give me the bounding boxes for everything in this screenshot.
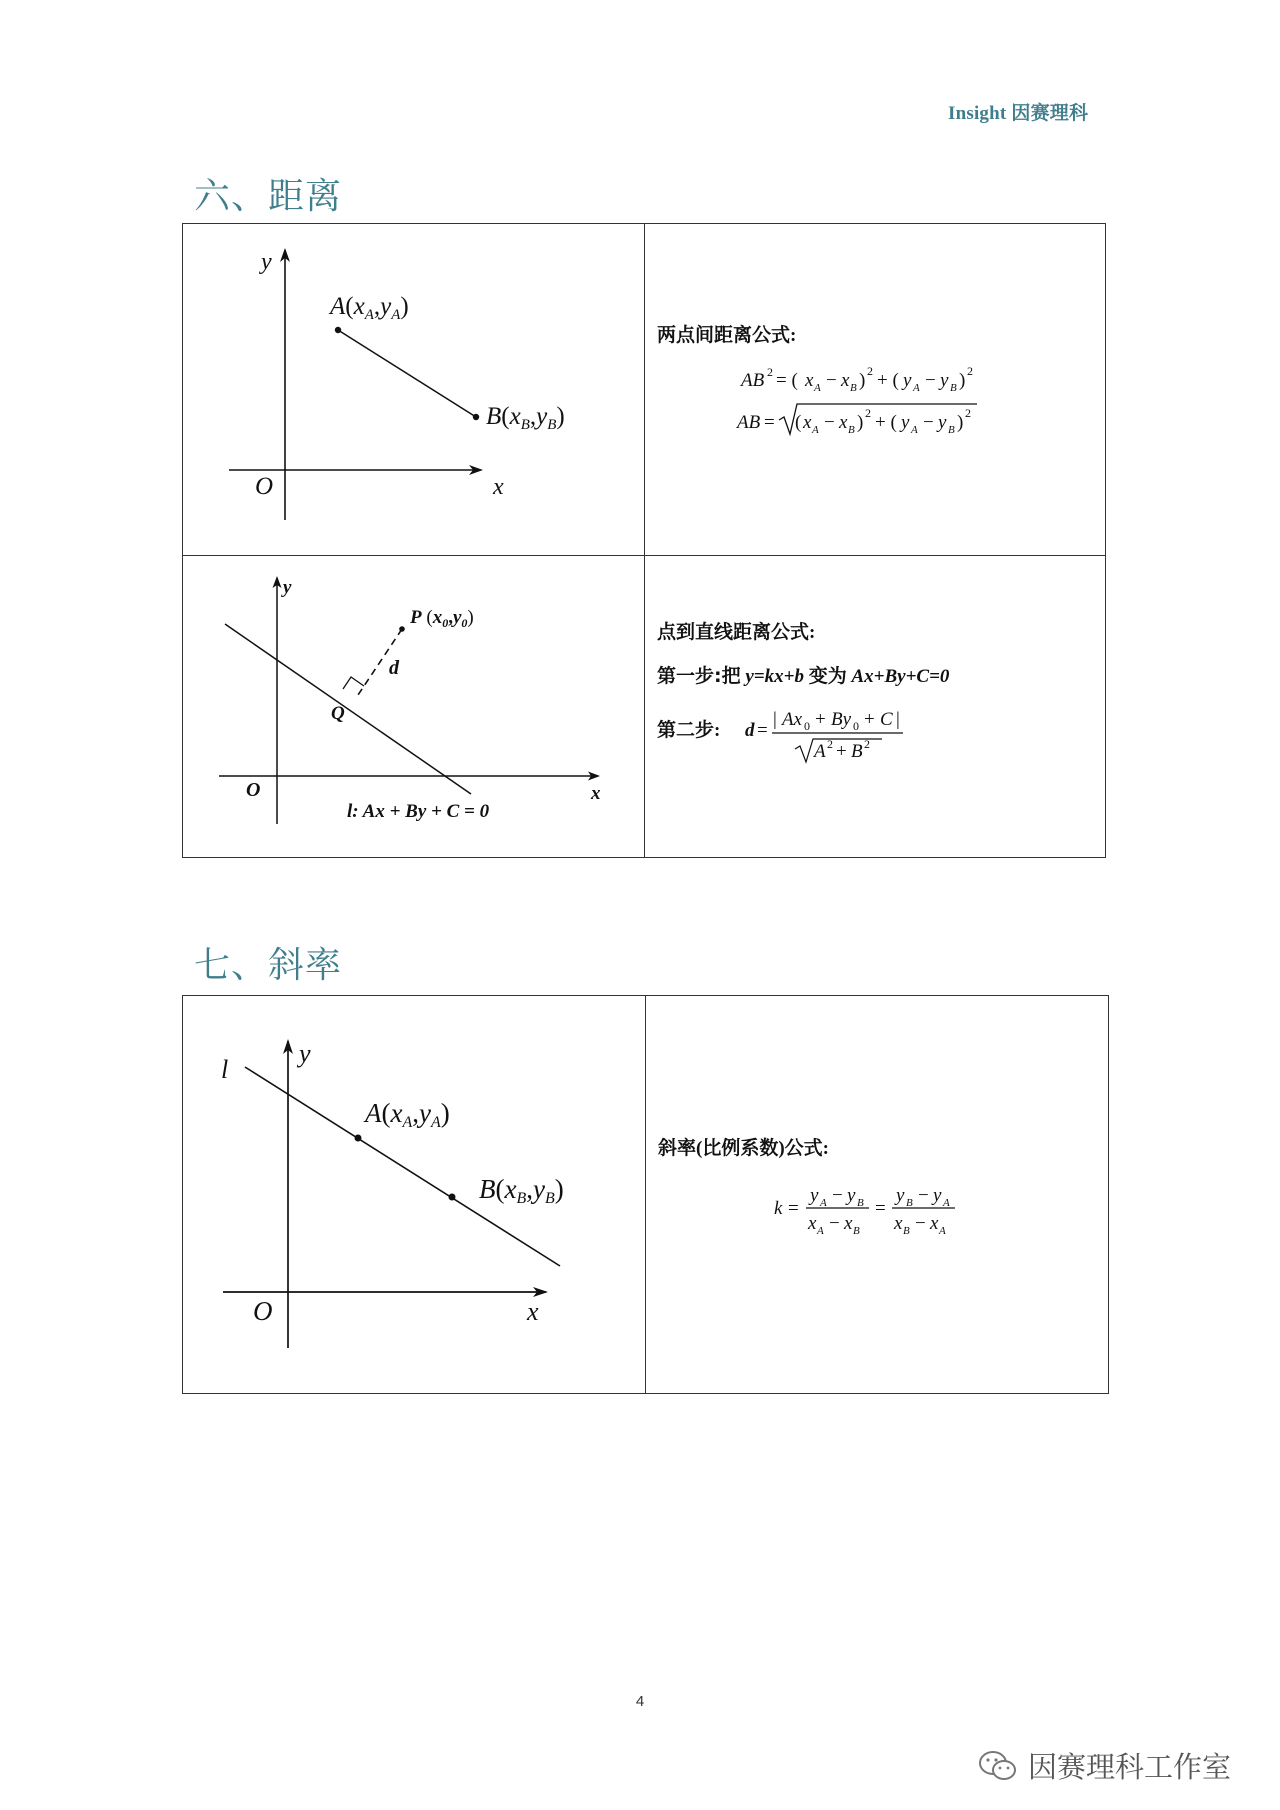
svg-text:B: B: [857, 1197, 864, 1209]
svg-text:2: 2: [865, 406, 871, 420]
svg-text:−: −: [826, 370, 837, 391]
svg-text:y: y: [901, 412, 910, 433]
svg-text:−: −: [829, 1213, 840, 1234]
svg-text:x: x: [841, 370, 850, 391]
svg-text:B: B: [848, 424, 855, 436]
svg-text:2: 2: [767, 365, 773, 379]
svg-text:d: d: [745, 720, 755, 741]
two-point-heading: 两点间距离公式:: [657, 325, 797, 346]
svg-text:=: =: [757, 720, 768, 741]
line-l: [245, 1067, 560, 1266]
svg-text:): ): [957, 412, 964, 433]
svg-text:): ): [859, 370, 866, 391]
svg-text:y: y: [938, 412, 947, 433]
svg-text:−: −: [923, 412, 934, 433]
svg-text:A: A: [814, 741, 826, 762]
svg-text:A: A: [820, 1197, 827, 1209]
origin-label: O: [253, 1296, 273, 1326]
line-equation-label: l: Ax + By + C = 0: [347, 801, 490, 822]
svg-text:A: A: [911, 424, 918, 436]
svg-text:0: 0: [853, 719, 859, 733]
svg-text:0: 0: [804, 719, 810, 733]
svg-text:x: x: [839, 412, 848, 433]
distance-squared-formula: [739, 364, 973, 394]
svg-text:A: A: [817, 1225, 824, 1237]
section-title-slope: 七、斜率: [194, 945, 343, 986]
brand-header: Insight 因赛理科: [948, 103, 1089, 124]
svg-text:2: 2: [965, 406, 971, 420]
point-p-label: P $(x_0,y_0)$: [410, 607, 474, 630]
watermark-text: 因赛理科工作室: [1028, 1750, 1232, 1784]
svg-text:=: =: [788, 1198, 799, 1219]
svg-text:A: A: [913, 382, 920, 394]
svg-text:A: A: [812, 424, 819, 436]
foot-label: Q: [331, 703, 345, 724]
svg-text:B: B: [906, 1197, 913, 1209]
svg-text:2: 2: [867, 364, 873, 378]
svg-text:x: x: [894, 1213, 903, 1234]
slope-heading: 斜率(比例系数)公式:: [658, 1138, 829, 1159]
slope-table: [182, 995, 1109, 1394]
line-l-label: l: [221, 1055, 229, 1084]
svg-text:= (: = (: [776, 370, 798, 391]
page-number: 4: [635, 1693, 645, 1710]
svg-text:B: B: [850, 382, 857, 394]
point-line-figure-cell: [183, 556, 645, 858]
svg-text:=: =: [875, 1198, 886, 1219]
svg-text:Ax: Ax: [782, 709, 803, 730]
svg-text:B: B: [903, 1225, 910, 1237]
point-a-label: A(xA,yA): [365, 1098, 450, 1131]
right-angle-mark: [343, 677, 364, 689]
svg-text:B: B: [948, 424, 955, 436]
point-line-formula: [645, 556, 1104, 856]
y-axis-label: y: [299, 1039, 311, 1068]
svg-text:By: By: [831, 709, 852, 730]
point-p-dot: [399, 626, 405, 632]
x-axis-label: x: [527, 1297, 539, 1326]
point-line-distance-formula: [745, 709, 903, 762]
svg-text:+: +: [836, 741, 847, 762]
point-b-label: B(xB,yB): [479, 1174, 564, 1207]
svg-text:x: x: [803, 412, 812, 433]
two-point-formula-cell: [645, 224, 1106, 556]
svg-text:2: 2: [864, 737, 870, 751]
svg-text:y: y: [933, 1185, 942, 1206]
slope-formula: [646, 996, 1107, 1392]
point-line-figure: [183, 556, 643, 856]
point-b-label: $B(x_B,y_B)$: [486, 403, 565, 433]
svg-text:+ (: + (: [875, 412, 897, 433]
svg-text:): ): [857, 412, 864, 433]
svg-text:−: −: [918, 1185, 929, 1206]
slope-equation: [774, 1185, 955, 1237]
segment-ab: [338, 330, 476, 417]
svg-text:|: |: [773, 709, 777, 730]
x-axis-label: x: [493, 474, 504, 500]
svg-text:y: y: [940, 370, 949, 391]
y-axis-label: y: [283, 577, 292, 598]
svg-text:+: +: [815, 709, 826, 730]
svg-text:B: B: [853, 1225, 860, 1237]
step-one: 第一步:把 y=kx+b 变为 Ax+By+C=0: [657, 665, 950, 687]
svg-text:=: =: [764, 412, 775, 433]
point-b-dot: [473, 414, 479, 420]
svg-text:y: y: [896, 1185, 905, 1206]
two-point-figure-cell: [183, 224, 645, 556]
svg-text:AB: AB: [741, 370, 765, 391]
slope-figure-cell: [183, 996, 646, 1394]
svg-text:k: k: [774, 1198, 783, 1219]
distance-table: [182, 223, 1106, 858]
x-axis-label: x: [591, 783, 601, 804]
svg-text:C: C: [880, 709, 893, 730]
y-axis-label: y: [261, 249, 272, 275]
svg-text:x: x: [844, 1213, 853, 1234]
line-l: [225, 624, 471, 794]
svg-text:): ): [959, 370, 966, 391]
origin-label: O: [246, 779, 261, 801]
section-title-distance: 六、距离: [194, 176, 343, 217]
svg-text:x: x: [808, 1213, 817, 1234]
svg-text:x: x: [930, 1213, 939, 1234]
svg-text:2: 2: [827, 737, 833, 751]
svg-text:(: (: [795, 412, 802, 433]
origin-label: O: [255, 473, 274, 500]
wechat-icon: [978, 1749, 1018, 1783]
svg-text:B: B: [851, 741, 863, 762]
svg-text:2: 2: [967, 364, 973, 378]
distance-label: d: [389, 657, 399, 679]
point-a-dot: [355, 1135, 362, 1142]
two-point-figure: [183, 224, 643, 554]
svg-text:x: x: [805, 370, 814, 391]
svg-text:−: −: [824, 412, 835, 433]
svg-text:+: +: [864, 709, 875, 730]
watermark: [978, 1745, 1231, 1786]
svg-text:−: −: [915, 1213, 926, 1234]
svg-text:−: −: [925, 370, 936, 391]
slope-formula-cell: [646, 996, 1109, 1394]
svg-text:y: y: [810, 1185, 819, 1206]
svg-text:AB: AB: [737, 412, 761, 433]
slope-figure: [183, 996, 644, 1392]
step-two-label: 第二步:: [657, 720, 721, 741]
svg-text:|: |: [896, 709, 900, 730]
point-line-heading: 点到直线距离公式:: [657, 622, 816, 643]
svg-text:+ (: + (: [877, 370, 899, 391]
point-line-formula-cell: [645, 556, 1106, 858]
svg-text:−: −: [832, 1185, 843, 1206]
distance-formula: [735, 404, 977, 436]
svg-text:A: A: [814, 382, 821, 394]
two-point-formula: [645, 224, 1104, 554]
svg-text:B: B: [950, 382, 957, 394]
point-a-dot: [335, 327, 341, 333]
point-a-label: $A(x_A,y_A)$: [330, 293, 409, 323]
svg-text:y: y: [903, 370, 912, 391]
svg-text:y: y: [847, 1185, 856, 1206]
svg-text:A: A: [943, 1197, 950, 1209]
point-b-dot: [449, 1194, 456, 1201]
svg-text:A: A: [939, 1225, 946, 1237]
